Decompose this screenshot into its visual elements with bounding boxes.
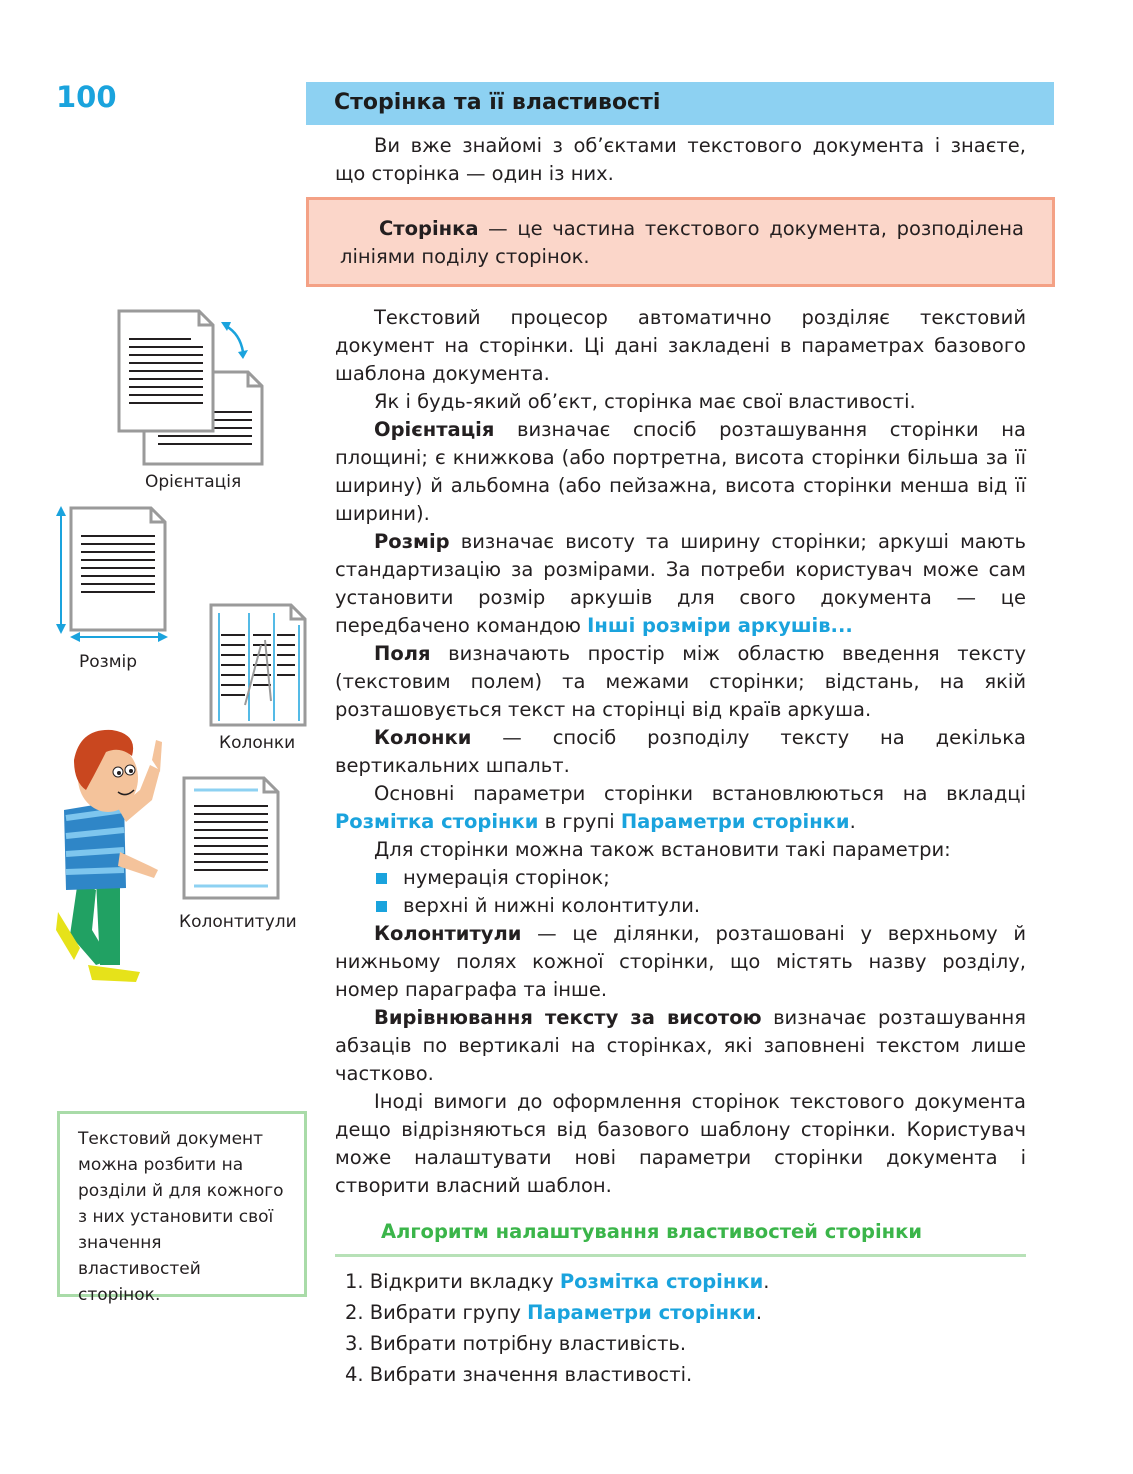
definition-term: Сторінка xyxy=(379,217,479,240)
intro-paragraph: Ви вже знайомі з об’єктами текстового документа і знаєте, що сторінка — один із них. xyxy=(335,134,1026,185)
paragraph: Текстовий процесор автоматично розділяє текстовий документ на сторінки. Ці дані закладені в параметрах базового шаблона документа. xyxy=(335,306,1026,385)
params-text: в групі xyxy=(538,810,621,833)
margins-text: визначають простір між областю введення тексту (текстовим полем) та межами сторінки; відстань, на якій розташовується текст на сторінці від країв аркуша. xyxy=(335,642,1026,721)
step-text: 1. Відкрити вкладку xyxy=(345,1270,560,1293)
headers-term: Колонтитули xyxy=(374,922,522,945)
paragraph: Іноді вимоги до оформлення сторінок текстового документа дещо відрізняються від базового шаблону сторінки. Користувач може налаштувати нові параметри сторінки документа і створити власний шаблон. xyxy=(335,1090,1026,1197)
headers-caption: Колонтитули xyxy=(179,912,297,932)
section-title: Сторінка та її властивості xyxy=(334,90,661,115)
headers-text: — це ділянки, розташовані у верхньому й нижньому полях кожної сторінки, що містять назву розділу, номер параграфа та інше. xyxy=(335,922,1026,1001)
side-note-text: Текстовий документ можна розбити на розділи й для кожного з них установити свої значення властивостей сторінок. xyxy=(78,1129,284,1305)
list-item xyxy=(345,1297,769,1328)
columns-caption: Колонки xyxy=(219,733,296,753)
side-note xyxy=(57,1111,307,1305)
page-number: 100 xyxy=(56,80,117,114)
valign-text: визначає розташування абзаців по вертикалі на сторінках, які заповнені текстом лише частково. xyxy=(335,1006,1026,1085)
orientation-term: Орієнтація xyxy=(374,418,495,441)
valign-term: Вирівнювання тексту за висотою xyxy=(374,1006,762,1029)
tab-link: Розмітка сторінки xyxy=(335,810,539,833)
orientation-text: визначає спосіб розташування сторінки на площині; є книжкова (або портретна, висота сторінки більша за її ширину) й альбомна (або пейзажна, висота сторінки менша від її ширини). xyxy=(335,418,1026,525)
boy-illustration xyxy=(56,730,162,982)
params-text: Основні параметри сторінки встановлюються на вкладці xyxy=(374,782,1026,805)
size-term: Розмір xyxy=(374,530,450,553)
orientation-caption: Орієнтація xyxy=(145,472,242,492)
group-link: Параметри сторінки xyxy=(527,1301,756,1324)
group-link: Параметри сторінки xyxy=(620,810,850,833)
list-item-text: верхні й нижні колонтитули. xyxy=(403,894,701,917)
algorithm-steps xyxy=(345,1266,769,1390)
step-text: . xyxy=(763,1270,770,1293)
step-text: . xyxy=(755,1301,763,1324)
size-icon xyxy=(56,506,168,642)
list-item: 4. Вибрати значення властивості. xyxy=(345,1363,693,1386)
margins-term: Поля xyxy=(374,642,431,665)
algorithm-title: Алгоритм налаштування властивостей сторінки xyxy=(381,1220,923,1243)
definition-body: — це частина текстового документа, розподілена лініями поділу сторінок. xyxy=(340,217,1024,268)
list-item-text: нумерація сторінок; xyxy=(403,866,610,889)
paragraph: Як і будь-який об’єкт, сторінка має свої властивості. xyxy=(374,390,916,413)
headers-icon xyxy=(184,778,278,898)
orientation-icon xyxy=(119,311,262,464)
tab-link: Розмітка сторінки xyxy=(559,1270,764,1293)
params-text: . xyxy=(849,810,856,833)
columns-icon xyxy=(211,605,305,725)
size-text: визначає висоту та ширину сторінки; аркуші мають стандартизацію за розмірами. За потреби користувач може сам установити розмір аркушів для свого документа — це передбачено командою xyxy=(335,530,1026,637)
list-item xyxy=(345,1266,769,1297)
size-command-link: Інші розміри аркушів... xyxy=(587,614,853,637)
columns-term: Колонки xyxy=(374,726,472,749)
algorithm-divider xyxy=(335,1254,1026,1257)
list-item: 3. Вибрати потрібну властивість. xyxy=(345,1332,687,1355)
columns-text: — спосіб розподілу тексту на декілька вертикальних шпальт. xyxy=(335,726,1026,777)
size-caption: Розмір xyxy=(79,652,138,672)
step-text: 2. Вибрати групу xyxy=(345,1301,528,1324)
paragraph: Для сторінки можна також встановити такі параметри: xyxy=(374,838,951,861)
